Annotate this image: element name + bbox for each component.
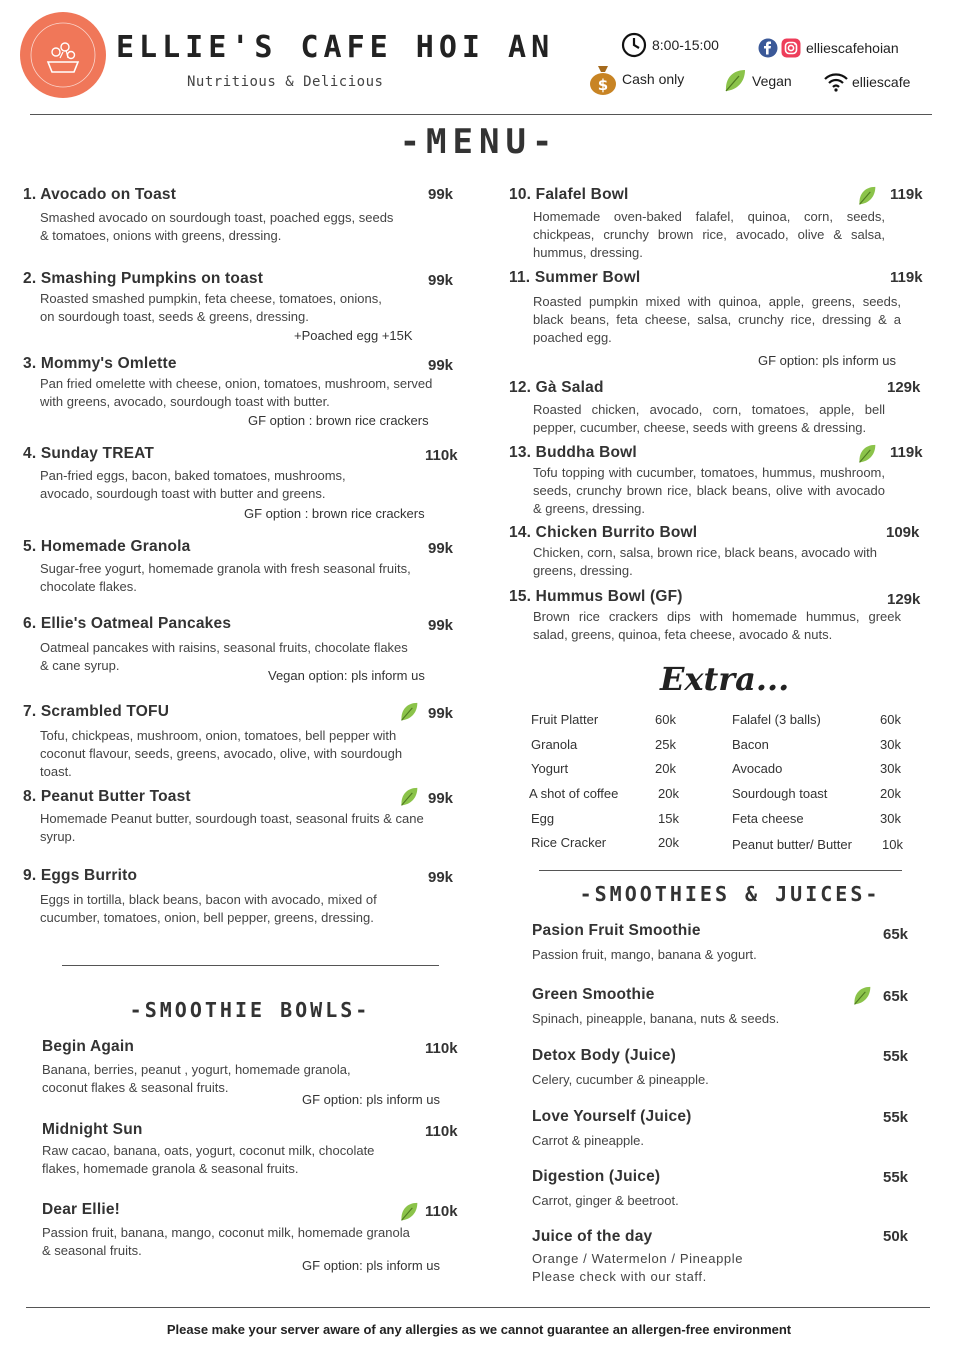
item-description: Roasted chicken, avocado, corn, tomatoes, apple, bell pepper, cucumber, cheese, seeds with greens & dressing.	[533, 402, 885, 435]
item-description: Chicken, corn, salsa, brown rice, black beans, avocado with greens, dressing.	[533, 545, 877, 578]
extra-item-name: Peanut butter/ Butter	[732, 837, 852, 852]
item-name: Juice of the day	[532, 1228, 653, 1245]
item-description: Tofu, chickpeas, mushroom, onion, tomatoes, bell pepper with coconut flavour, seeds, greens, avocado, olive, with sourdough toast.	[40, 728, 403, 779]
menu-item-4	[23, 445, 463, 521]
item-description: Celery, cucumber & pineapple.	[532, 1072, 709, 1087]
item-name: Dear Ellie!	[42, 1201, 121, 1218]
menu-item-11	[509, 269, 929, 368]
item-description: Passion fruit, banana, mango, coconut milk, homemade granola & seasonal fruits.	[42, 1225, 410, 1258]
extra-item-price: 30k	[880, 737, 901, 752]
item-description: Sugar-free yogurt, homemade granola with fresh seasonal fruits, chocolate flakes.	[40, 561, 411, 594]
smoothie-item-4	[532, 1108, 922, 1150]
item-note: +Poached egg +15K	[294, 328, 413, 343]
item-number: 11.	[509, 269, 531, 286]
item-name: Summer Bowl	[534, 269, 641, 286]
item-number: 12.	[509, 379, 532, 396]
extra-item-name: Feta cheese	[732, 811, 804, 826]
smoothie-item-1	[532, 922, 922, 964]
item-number: 4.	[23, 445, 37, 462]
extra-item-price: 60k	[880, 712, 901, 727]
item-name: Gà Salad	[535, 379, 604, 396]
item-name: Digestion (Juice)	[532, 1168, 661, 1185]
item-price: 110k	[425, 1123, 458, 1140]
wifi-text: elliescafe	[852, 74, 911, 90]
extra-item-name: Granola	[531, 737, 578, 752]
item-price: 119k	[890, 186, 923, 203]
item-price: 99k	[428, 357, 454, 374]
item-price: 110k	[425, 1203, 458, 1220]
extra-item-name: Rice Cracker	[531, 835, 607, 850]
vegan-leaf-icon	[399, 701, 419, 723]
item-description: Carrot & pineapple.	[532, 1133, 645, 1148]
opening-hours	[621, 32, 719, 58]
vegan-leaf-icon	[399, 1201, 419, 1223]
menu-title: -MENU-	[399, 122, 559, 162]
item-name: Ellie's Oatmeal Pancakes	[40, 615, 232, 632]
item-price: 110k	[425, 1040, 458, 1057]
menu-item-7	[23, 703, 463, 781]
extra-item-price: 60k	[655, 712, 676, 727]
item-name: Avocado on Toast	[40, 186, 177, 203]
extra-item-name: Avocado	[732, 761, 783, 776]
menu-item-1	[23, 186, 463, 245]
item-description: Orange / Watermelon / Pineapple	[532, 1251, 744, 1266]
item-number: 7.	[23, 703, 37, 720]
item-number: 9.	[23, 867, 37, 884]
item-name: Begin Again	[42, 1038, 135, 1055]
item-description: Homemade oven-baked falafel, quinoa, corn, seeds, chickpeas, crunchy brown rice, avocado, olive & salsa, hummus, dressing.	[533, 209, 885, 260]
extra-item-name: Bacon	[732, 737, 769, 752]
item-price: 119k	[890, 444, 923, 461]
clock-icon	[621, 32, 647, 58]
item-price: 55k	[883, 1109, 909, 1126]
item-description: Pan-fried eggs, bacon, baked tomatoes, mushrooms, avocado, sourdough toast with butter and greens.	[40, 468, 346, 501]
wifi-info	[823, 72, 910, 92]
item-note: GF option : brown rice crackers	[244, 506, 425, 521]
cafe-logo	[20, 12, 106, 98]
item-description: Pan fried omelette with cheese, onion, tomatoes, mushroom, served with greens, avocado, sourdough toast with butter.	[40, 376, 433, 409]
payment-text: Cash only	[622, 71, 685, 87]
menu-item-12	[509, 379, 929, 437]
vegan-leaf-icon	[857, 443, 877, 465]
extra-item-price: 15k	[658, 811, 679, 826]
menu-item-5	[23, 538, 463, 596]
item-description: Carrot, ginger & beetroot.	[532, 1193, 679, 1208]
menu-item-2	[23, 270, 463, 343]
item-number: 8.	[23, 788, 37, 805]
item-description: Passion fruit, mango, banana & yogurt.	[532, 947, 757, 962]
item-price: 129k	[887, 591, 921, 608]
item-number: 2.	[23, 270, 37, 287]
item-description: Raw cacao, banana, oats, yogurt, coconut milk, chocolate flakes, homemade granola & seasonal fruits.	[42, 1143, 375, 1176]
item-note: GF option : brown rice crackers	[248, 413, 429, 428]
item-name: Mommy's Omlette	[40, 355, 177, 372]
item-number: 14.	[509, 524, 532, 541]
item-description: Homemade Peanut butter, sourdough toast, seasonal fruits & cane syrup.	[40, 811, 424, 844]
item-name: Green Smoothie	[532, 986, 655, 1003]
item-description: Smashed avocado on sourdough toast, poached eggs, seeds & tomatoes, onions with greens, dressing.	[40, 210, 394, 243]
item-price: 110k	[425, 447, 458, 464]
smoothie-bowl-1	[42, 1038, 462, 1107]
item-number: 10.	[509, 186, 532, 203]
extra-item-price: 25k	[655, 737, 676, 752]
item-number: 15.	[509, 588, 532, 605]
svg-text:$: $	[597, 76, 609, 94]
item-price: 65k	[883, 988, 909, 1005]
payment-info	[587, 62, 684, 96]
item-name: Hummus Bowl (GF)	[535, 588, 683, 605]
extra-item-name: Fruit Platter	[531, 712, 599, 727]
logo-emblem-icon	[20, 12, 106, 98]
vegan-leaf-icon	[852, 985, 872, 1007]
item-name: Pasion Fruit Smoothie	[532, 922, 701, 939]
item-name: Sunday TREAT	[40, 445, 155, 462]
facebook-icon	[758, 38, 778, 58]
item-description: Tofu topping with cucumber, tomatoes, hummus, mushroom, seeds, crunchy brown rice, black beans, olive with avocado & greens, dressing.	[533, 465, 885, 516]
item-price: 65k	[883, 926, 909, 943]
allergy-notice: Please make your server aware of any allergies as we cannot guarantee an allergen-free environment	[166, 1322, 792, 1337]
item-name: Chicken Burrito Bowl	[535, 524, 698, 541]
item-description: Brown rice crackers dips with homemade hummus, greek salad, greens, quinoa, feta cheese, avocado & nuts.	[533, 609, 901, 642]
money-bag-icon	[587, 62, 619, 96]
item-description: Roasted pumpkin mixed with quinoa, apple, greens, seeds, black beans, feta cheese, salsa, crunchy rice, dressing & a poached egg.	[533, 294, 901, 345]
item-price: 99k	[428, 540, 454, 557]
item-price: 99k	[428, 186, 454, 203]
item-description: Spinach, pineapple, banana, nuts & seeds.	[532, 1011, 780, 1026]
smoothie-item-5	[532, 1168, 922, 1210]
item-description: Eggs in tortilla, black beans, bacon with avocado, mixed of cucumber, tomatoes, onion, bell pepper, greens, dressing.	[40, 892, 377, 925]
menu-item-6	[23, 615, 463, 683]
extra-item-name: Sourdough toast	[732, 786, 828, 801]
menu-item-3	[23, 355, 463, 428]
item-price: 119k	[890, 269, 923, 286]
item-price: 99k	[428, 705, 454, 722]
wifi-icon	[823, 72, 849, 92]
menu-item-9	[23, 867, 463, 927]
smoothie-item-3	[532, 1047, 922, 1089]
extra-item-name: Egg	[531, 811, 555, 826]
item-description: Oatmeal pancakes with raisins, seasonal fruits, chocolate flakes & cane syrup.	[40, 640, 408, 673]
left-divider	[62, 965, 439, 966]
smoothie-item-2	[532, 986, 922, 1028]
item-note: GF option: pls inform us	[758, 353, 896, 368]
smoothie-bowl-3	[42, 1201, 462, 1273]
item-number: 3.	[23, 355, 37, 372]
item-price: 99k	[428, 869, 454, 886]
item-description: Roasted smashed pumpkin, feta cheese, tomatoes, onions, on sourdough toast, seeds & greens, dressing.	[40, 291, 382, 324]
social-handle	[758, 38, 899, 58]
item-price: 109k	[886, 524, 920, 541]
cafe-tagline: Nutritious & Delicious	[187, 74, 384, 90]
hours-text: 8:00-15:00	[652, 37, 719, 53]
extra-item-price: 10k	[882, 837, 903, 852]
item-number: 1.	[23, 186, 37, 203]
item-name: Homemade Granola	[40, 538, 191, 555]
item-name: Detox Body (Juice)	[532, 1047, 676, 1064]
item-name: Scrambled TOFU	[40, 703, 170, 720]
item-price: 55k	[883, 1048, 909, 1065]
vegan-leaf-icon	[857, 185, 877, 207]
item-name: Falafel Bowl	[535, 186, 629, 203]
cafe-name: ELLIE'S CAFE HOI AN	[116, 30, 555, 65]
item-number: 13.	[509, 444, 532, 461]
extra-item-price: 20k	[658, 786, 679, 801]
item-name: Peanut Butter Toast	[40, 788, 191, 805]
leaf-icon	[723, 68, 747, 94]
smoothies-juices-title: -SMOOTHIES & JUICES-	[579, 882, 881, 906]
smoothie-bowls-title: -SMOOTHIE BOWLS-	[129, 998, 371, 1022]
item-price: 99k	[428, 617, 454, 634]
item-name: Midnight Sun	[42, 1121, 143, 1138]
item-price: 129k	[887, 379, 921, 396]
menu-item-10	[509, 186, 929, 262]
social-text: elliescafehoian	[806, 40, 899, 56]
item-price: 55k	[883, 1169, 909, 1186]
extra-title: Extra...	[660, 660, 790, 698]
menu-item-14	[509, 524, 929, 580]
extras-divider	[539, 870, 902, 871]
menu-item-13	[509, 444, 929, 518]
item-description: Banana, berries, peanut , yogurt, homemade granola, coconut flakes & seasonal fruits.	[42, 1062, 351, 1095]
extra-item-price: 30k	[880, 761, 901, 776]
vegan-text: Vegan	[752, 73, 792, 89]
footer-divider	[26, 1307, 930, 1308]
item-name: Eggs Burrito	[40, 867, 138, 884]
vegan-info	[723, 68, 792, 94]
item-price: 99k	[428, 790, 454, 807]
smoothie-bowl-2	[42, 1121, 462, 1178]
item-name: Buddha Bowl	[535, 444, 637, 461]
extra-item-price: 20k	[880, 786, 901, 801]
item-note: GF option: pls inform us	[302, 1258, 440, 1273]
header-divider	[30, 114, 932, 115]
item-number: 6.	[23, 615, 37, 632]
menu-item-8	[23, 788, 463, 846]
extra-item-name: A shot of coffee	[529, 786, 619, 801]
item-number: 5.	[23, 538, 37, 555]
item-description-extra: Please check with our staff.	[532, 1269, 707, 1284]
extra-item-price: 20k	[658, 835, 679, 850]
extra-item-price: 30k	[880, 811, 901, 826]
item-name: Smashing Pumpkins on toast	[40, 270, 264, 287]
item-note: Vegan option: pls inform us	[268, 668, 425, 683]
vegan-leaf-icon	[399, 786, 419, 808]
extra-item-price: 20k	[655, 761, 676, 776]
extra-item-name: Yogurt	[531, 761, 569, 776]
item-note: GF option: pls inform us	[302, 1092, 440, 1107]
smoothie-item-6	[532, 1228, 922, 1286]
item-price: 99k	[428, 272, 454, 289]
item-price: 50k	[883, 1228, 909, 1245]
instagram-icon	[781, 38, 801, 58]
menu-item-15	[509, 588, 929, 644]
item-name: Love Yourself (Juice)	[532, 1108, 692, 1125]
extra-item-name: Falafel (3 balls)	[732, 712, 821, 727]
